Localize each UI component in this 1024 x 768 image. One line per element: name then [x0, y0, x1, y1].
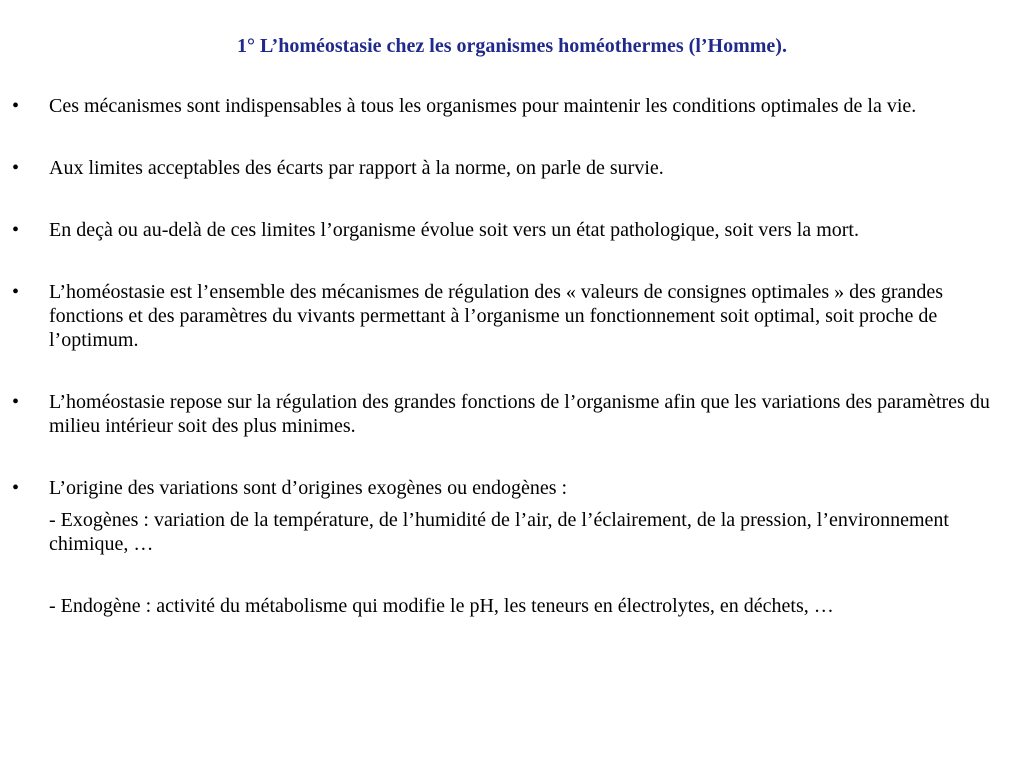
bullet-marker: • [12, 157, 20, 179]
bullet-item [12, 218, 1012, 242]
sub-paragraph-endogene: - Endogène : activité du métabolisme qui modifie le pH, les teneurs en électrolytes, en déchets, … [49, 595, 834, 617]
bullet-item [12, 156, 1012, 180]
bullet-text: L’homéostasie repose sur la régulation des grandes fonctions de l’organisme afin que les variations des paramètres du milieu intérieur soit des plus minimes. [49, 391, 990, 437]
bullet-text: L’homéostasie est l’ensemble des mécanismes de régulation des « valeurs de consignes optimales » des grandes fonctions et des paramètres du vivants permettant à l’organisme un fonctionnement soit optimal, soit proche de l’optimum. [49, 281, 944, 351]
sub-paragraph-exogenes: - Exogènes : variation de la température, de l’humidité de l’air, de l’éclairement, de la pression, l’environnement chimique, … [49, 509, 949, 555]
bullet-item [12, 280, 1012, 352]
bullet-marker: • [12, 95, 20, 117]
bullet-text: Ces mécanismes sont indispensables à tous les organismes pour maintenir les conditions optimales de la vie. [49, 95, 917, 117]
bullet-item [12, 390, 1012, 438]
bullet-marker: • [12, 281, 20, 303]
bullet-item [12, 94, 1012, 118]
bullet-text: L’origine des variations sont d’origines exogènes ou endogènes : [49, 477, 568, 499]
bullet-marker: • [12, 391, 20, 413]
bullet-marker: • [12, 477, 20, 499]
bullet-text: En deçà ou au-delà de ces limites l’organisme évolue soit vers un état pathologique, soit vers la mort. [49, 219, 859, 241]
bullet-marker: • [12, 219, 20, 241]
bullet-text: Aux limites acceptables des écarts par rapport à la norme, on parle de survie. [49, 157, 664, 179]
bullet-item [12, 476, 1012, 618]
slide-title: 1° L’homéostasie chez les organismes homéothermes (l’Homme). [237, 35, 787, 57]
bullet-list [12, 94, 1012, 656]
